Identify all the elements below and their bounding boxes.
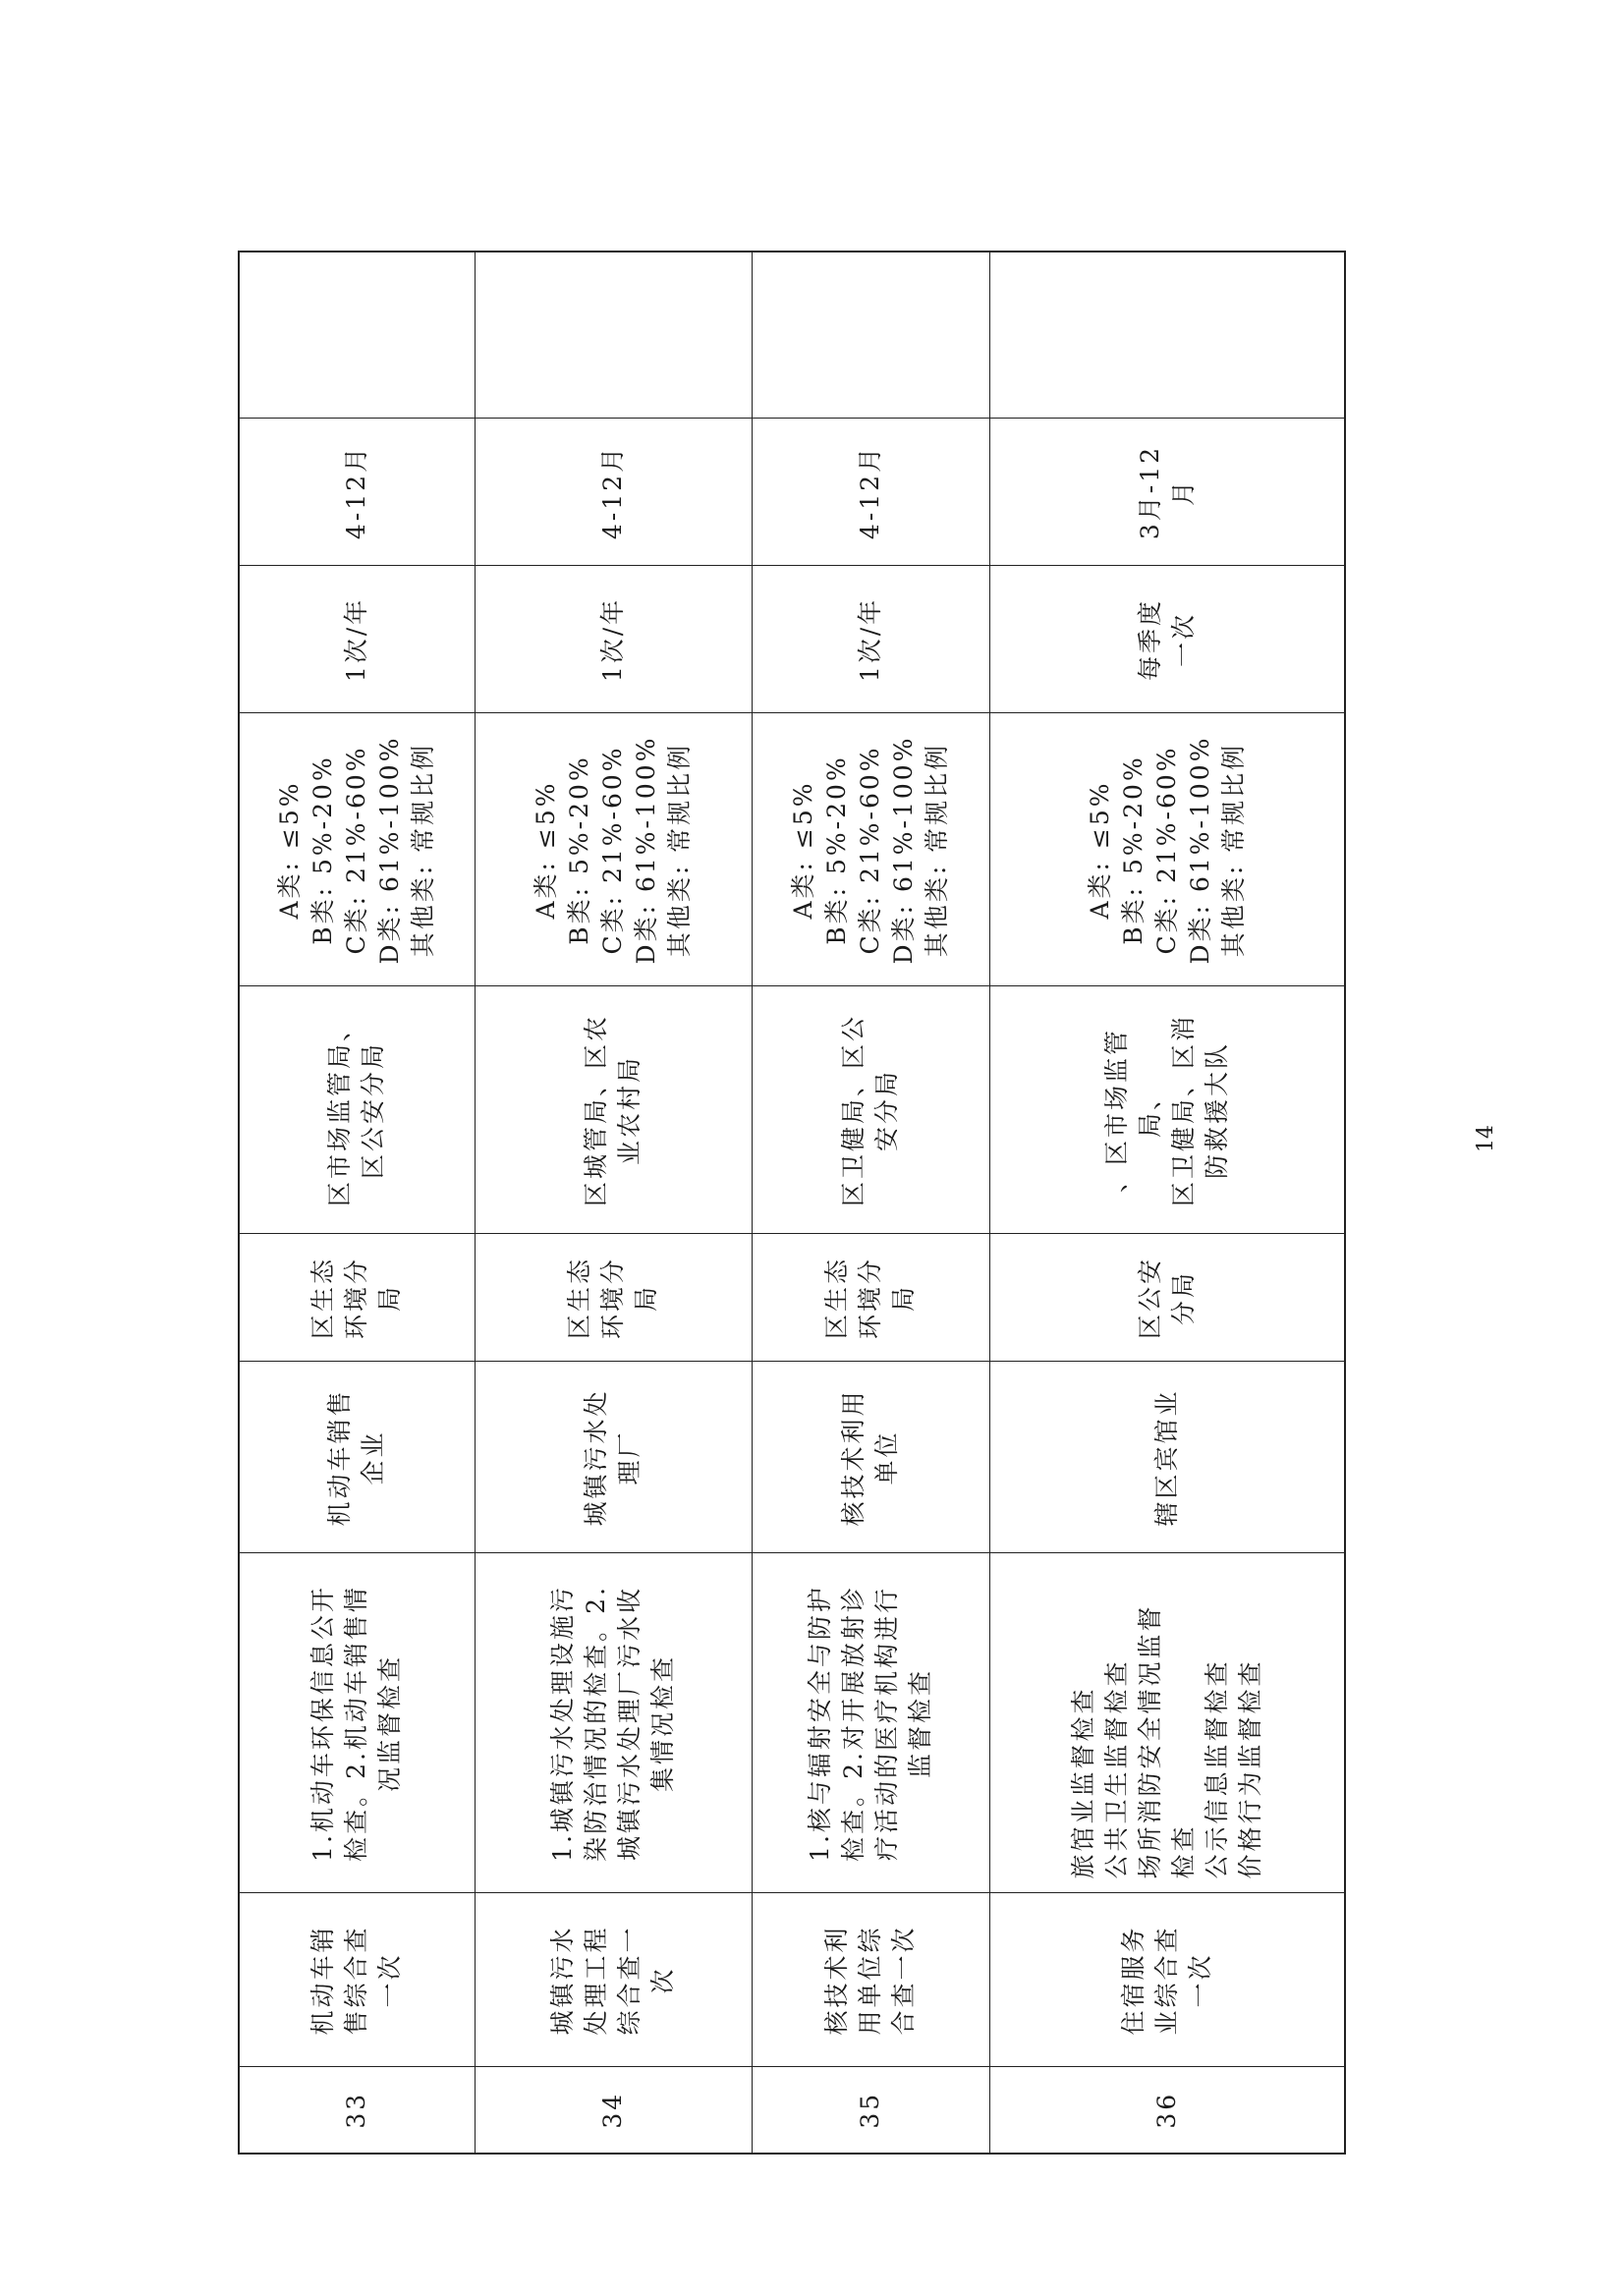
check-frequency: 1次/年 [475, 566, 752, 713]
check-time: 4-12月 [475, 419, 752, 566]
table-row [989, 252, 1345, 2154]
check-object: 城镇污水处 理厂 [475, 1362, 752, 1553]
item-name: 住宿服务 业综合查 一次 [989, 1893, 1345, 2067]
check-frequency: 1次/年 [239, 566, 475, 713]
remark [989, 252, 1345, 419]
check-object: 核技术利用 单位 [752, 1362, 989, 1553]
check-time: 4-12月 [239, 419, 475, 566]
sampling-ratio: A类: ≤5% B类: 5%-20% C类: 21%-60% D类: 61%-100% 其他类: 常规比例 [752, 713, 989, 986]
joint-departments: 区卫健局、区公 安分局 [752, 986, 989, 1234]
inspection-table [238, 251, 1346, 2155]
check-object: 机动车销售 企业 [239, 1362, 475, 1553]
remark [239, 252, 475, 419]
sampling-ratio: A类: ≤5% B类: 5%-20% C类: 21%-60% D类: 61%-100% 其他类: 常规比例 [475, 713, 752, 986]
lead-department: 区生态 环境分 局 [239, 1234, 475, 1362]
check-frequency: 1次/年 [752, 566, 989, 713]
page-number: 14 [1474, 1125, 1498, 1152]
row-number: 36 [989, 2067, 1345, 2154]
row-number: 34 [475, 2067, 752, 2154]
check-frequency: 每季度 一次 [989, 566, 1345, 713]
item-name: 机动车销 售综合查 一次 [239, 1893, 475, 2067]
check-content: 1.机动车环保信息公开 检查。2.机动车销售情 况监督检查 [239, 1553, 475, 1893]
check-time: 3月-12 月 [989, 419, 1345, 566]
lead-department: 区公安 分局 [989, 1234, 1345, 1362]
table-row [752, 252, 989, 2154]
check-content: 1.城镇污水处理设施污 染防治情况的检查。2. 城镇污水处理厂污水收 集情况检查 [475, 1553, 752, 1893]
check-time: 4-12月 [752, 419, 989, 566]
joint-departments: 、区市场监管局、 区卫健局、区消 防救援大队 [989, 986, 1345, 1234]
table-row [239, 252, 475, 2154]
row-number: 33 [239, 2067, 475, 2154]
item-name: 城镇污水 处理工程 综合查一 次 [475, 1893, 752, 2067]
sampling-ratio: A类: ≤5% B类: 5%-20% C类: 21%-60% D类: 61%-100% 其他类: 常规比例 [989, 713, 1345, 986]
check-object: 辖区宾馆业 [989, 1362, 1345, 1553]
sampling-ratio: A类: ≤5% B类: 5%-20% C类: 21%-60% D类: 61%-100% 其他类: 常规比例 [239, 713, 475, 986]
check-content: 旅馆业监督检查 公共卫生监督检查 场所消防安全情况监督 检查 公示信息监督检查 价格行为监督检查 [989, 1553, 1345, 1893]
lead-department: 区生态 环境分 局 [475, 1234, 752, 1362]
table-row [475, 252, 752, 2154]
remark [475, 252, 752, 419]
check-content: 1.核与辐射安全与防护 检查。2.对开展放射诊 疗活动的医疗机构进行 监督检查 [752, 1553, 989, 1893]
lead-department: 区生态 环境分 局 [752, 1234, 989, 1362]
row-number: 35 [752, 2067, 989, 2154]
joint-departments: 区市场监管局、 区公安分局 [239, 986, 475, 1234]
joint-departments: 区城管局、区农 业农村局 [475, 986, 752, 1234]
item-name: 核技术利 用单位综 合查一次 [752, 1893, 989, 2067]
remark [752, 252, 989, 419]
